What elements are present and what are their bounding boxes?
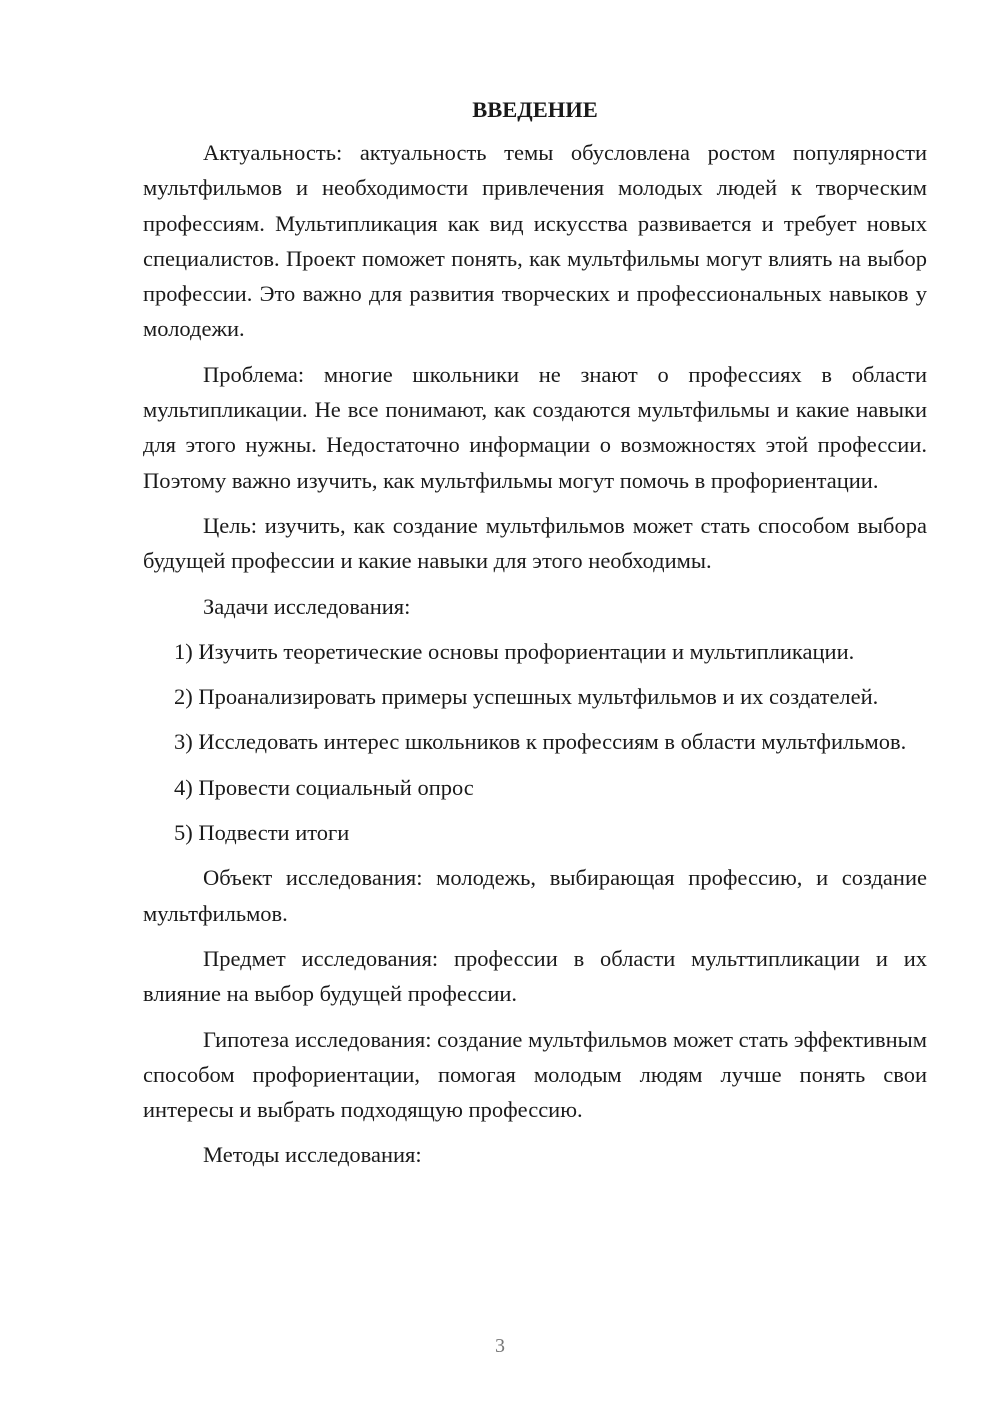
document-page	[143, 95, 927, 1183]
task-item-2: 2) Проанализировать примеры успешных мультфильмов и их создателей.	[174, 684, 879, 710]
paragraph-goal: Цель: изучить, как создание мультфильмов может стать способом выбора будущей профессии и какие навыки для этого необходимы.	[143, 512, 927, 574]
methods-heading: Методы исследования:	[203, 1142, 422, 1168]
paragraph-problem: Проблема: многие школьники не знают о профессиях в области мультипликации. Не все понимают, как создаются мультфильмы и какие навыки для этого нужны. Недостаточно информации о возможностях этой профессии. Поэтому важно изучить, как мультфильмы могут помочь в профориентации.	[143, 361, 927, 493]
paragraph-hypothesis: Гипотеза исследования: создание мультфильмов может стать эффективным способом профориентации, помогая молодым людям лучше понять свои интересы и выбрать подходящую профессию.	[143, 1026, 927, 1123]
paragraph-relevance: Актуальность: актуальность темы обусловлена ростом популярности мультфильмов и необходимости привлечения молодых людей к творческим профессиям. Мультипликация как вид искусства развивается и требует новых специалистов. Проект поможет понять, как мультфильмы могут влиять на выбор профессии. Это важно для развития творческих и профессиональных навыков у молодежи.	[143, 140, 927, 342]
task-item-3: 3) Исследовать интерес школьников к профессиям в области мультфильмов.	[174, 729, 907, 755]
section-title: ВВЕДЕНИЕ	[472, 97, 598, 122]
paragraph-object: Объект исследования: молодежь, выбирающая профессию, и создание мультфильмов.	[143, 865, 927, 926]
tasks-heading: Задачи исследования:	[203, 593, 411, 619]
page-number: 3	[495, 1335, 505, 1357]
task-item-1: 1) Изучить теоретические основы профориентации и мультипликации.	[174, 638, 855, 664]
task-item-5: 5) Подвести итоги	[174, 820, 350, 846]
paragraph-subject: Предмет исследования: профессии в области мульттипликации и их влияние на выбор будущей профессии.	[143, 945, 927, 1007]
task-item-4: 4) Провести социальный опрос	[174, 774, 474, 800]
